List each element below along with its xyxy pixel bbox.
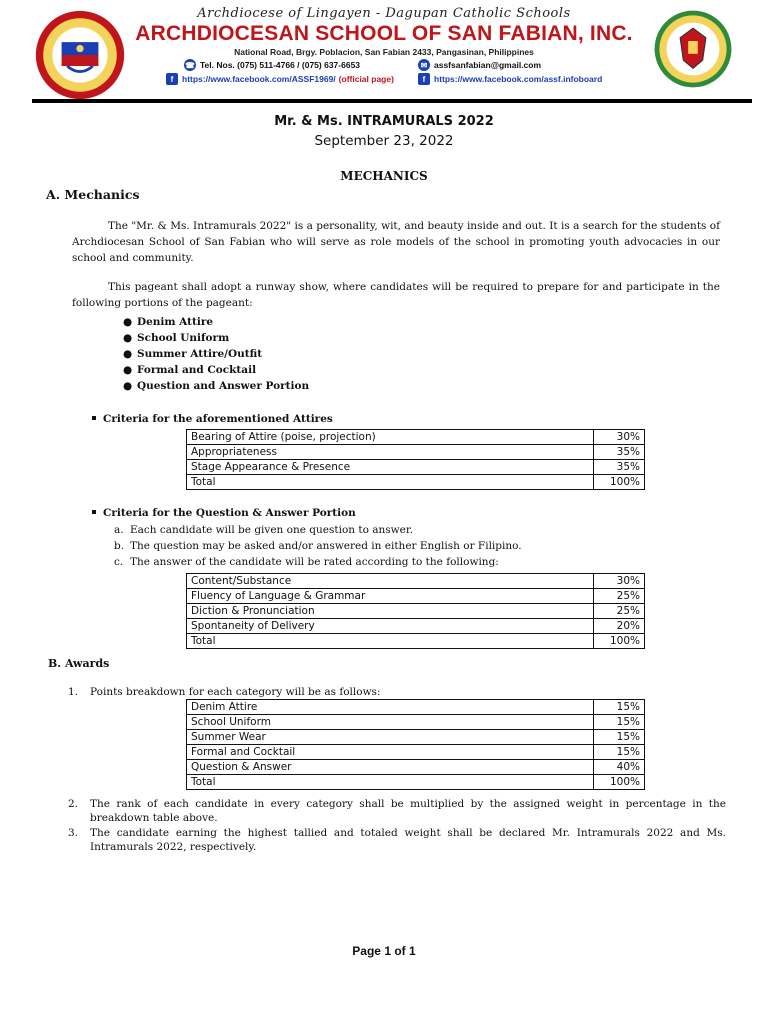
list-item: ● Denim Attire [123,316,214,328]
school-name: ARCHDIOCESAN SCHOOL OF SAN FABIAN, INC. [135,22,633,45]
phone-text: Tel. Nos. (075) 511-4766 / (075) 637-6653 [200,60,361,70]
table-row: Total 100% [187,775,645,790]
square-bullet-icon [92,416,96,420]
email-icon: ✉ [418,59,430,71]
list-item: a. Each candidate will be given one question to answer. [114,524,414,536]
awards-item-2: 2. The rank of each candidate in every category shall be multiplied by the assigned weight in percentage in the breakdown table above. [68,798,726,824]
list-item: ● Formal and Cocktail [123,364,257,376]
list-item: b. The question may be asked and/or answered in either English or Filipino. [114,540,522,552]
phone-contact [184,59,360,71]
page-number: Page 1 of 1 [352,944,416,958]
table-row: Summer Wear 15% [187,730,645,745]
table-row: Diction & Pronunciation 25% [187,604,645,619]
header-rule [32,99,752,103]
secondary-seal-icon [653,9,733,89]
table-row: School Uniform 15% [187,715,645,730]
breakdown-table [186,699,645,790]
criteria-attire-table [186,429,645,490]
page-title: Mr. & Ms. INTRAMURALS 2022 [274,114,494,129]
criteria-qa-table [186,573,645,649]
list-item: ● Summer Attire/Outfit [123,348,263,360]
square-bullet-icon [92,510,96,514]
facebook-icon: f [166,73,178,85]
table-row: Appropriateness 35% [187,445,645,460]
list-item: c. The answer of the candidate will be rated according to the following: [114,556,499,568]
school-address: National Road, Brgy. Poblacion, San Fabian 2433, Pangasinan, Philippines [234,47,534,57]
table-row: Denim Attire 15% [187,700,645,715]
table-row: Question & Answer 40% [187,760,645,775]
facebook-infoboard-link[interactable]: https://www.facebook.com/assf.infoboard [434,74,603,84]
awards-item-1: 1. Points breakdown for each category will be as follows: [68,686,381,698]
table-row: Spontaneity of Delivery 20% [187,619,645,634]
portion-list [123,314,309,394]
facebook-official-note: (official page) [338,74,394,84]
runway-paragraph [72,279,720,311]
section-a-heading: A. Mechanics [46,187,140,202]
qa-notes [114,522,522,570]
intro-paragraph: The "Mr. & Ms. Intramurals 2022" is a personality, wit, and beauty inside and out. It is a search for the students of Archdiocesan School of San Fabian who will serve as role models of the school in promoting youth advocacies in our school and community. [72,220,720,264]
awards-item-3: 3. The candidate earning the highest tallied and totaled weight shall be declared Mr. Intramurals 2022 and Ms. Intramurals 2022, respectively. [68,827,726,853]
table-row: Bearing of Attire (poise, projection) 30% [187,430,645,445]
table-row: Fluency of Language & Grammar 25% [187,589,645,604]
section-title: MECHANICS [340,169,428,183]
list-item: ● Question and Answer Portion [123,380,310,392]
table-row: Total 100% [187,634,645,649]
facebook-icon: f [418,73,430,85]
event-date: September 23, 2022 [314,133,454,149]
phone-icon: ☎ [185,60,195,70]
table-row: Total 100% [187,475,645,490]
email-text: assfsanfabian@gmail.com [434,60,542,70]
table-row: Stage Appearance & Presence 35% [187,460,645,475]
facebook-official-link[interactable]: https://www.facebook.com/ASSF1969/ [182,74,336,84]
email-contact [418,59,541,71]
criteria-attire-heading: Criteria for the aforementioned Attires [90,413,333,425]
list-item: ● School Uniform [123,332,230,344]
table-row: Content/Substance 30% [187,574,645,589]
facebook-official-contact [166,73,394,85]
diocese-name: Archdiocese of Lingayen - Dagupan Catholic Schools [197,6,571,21]
table-row: Formal and Cocktail 15% [187,745,645,760]
facebook-infoboard-contact [418,73,602,85]
section-b-heading: B. Awards [48,657,110,670]
runway-paragraph-text: This pageant shall adopt a runway show, where candidates will be required to prepare for and participate in the following portions of the pageant: [72,281,720,309]
criteria-qa-heading: Criteria for the Question & Answer Portion [90,507,356,519]
